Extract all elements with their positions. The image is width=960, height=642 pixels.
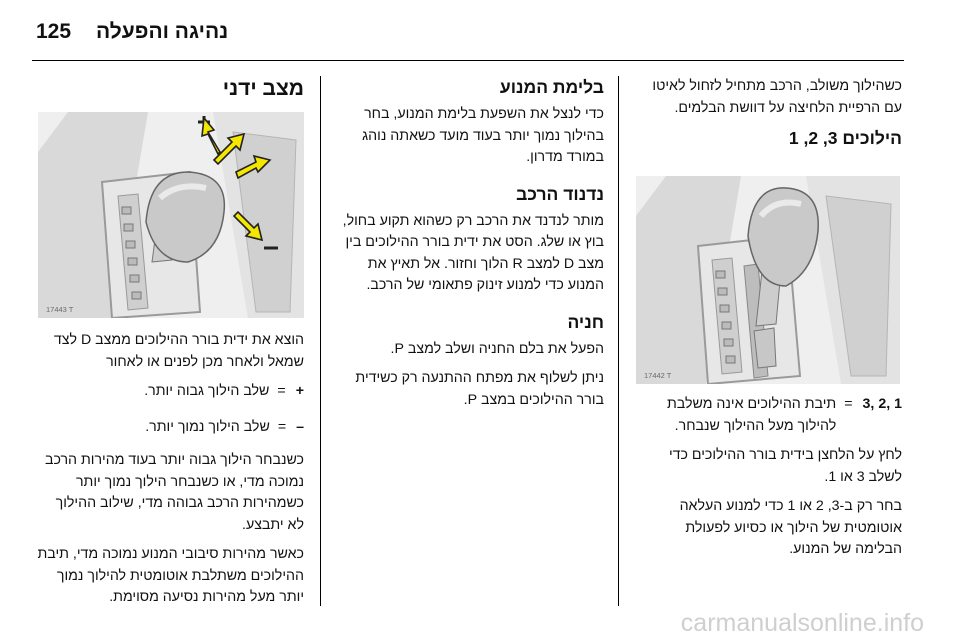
heading-engine-brake: בלימת המנוע: [499, 77, 604, 97]
column-divider: [618, 76, 619, 606]
auto-downshift-paragraph: כאשר מהירות סיבובי המנוע נמוכה מדי, תיבת ההילוכים משתלבת אוטומטית להילוך נמוך יותר מעל מהירות נסיעה מסוימת.: [37, 546, 304, 605]
middle-column: [336, 76, 604, 419]
equals-sign: =: [844, 396, 853, 412]
button-paragraph: לחץ על הלחצן בידית בורר ההילוכים כדי לשלב 3 או 1.: [668, 447, 902, 485]
left-column: [36, 76, 304, 112]
parking-key-paragraph: ניתן לשלוף את מפתח ההתנעה רק כשידית בורר ההילוכים במצב P.: [355, 370, 604, 408]
chapter-title: נהיגה והפעלה: [96, 20, 229, 43]
minus-key: –: [296, 418, 304, 435]
figure-id: 17442 T: [644, 371, 672, 380]
gear-definition-text: תיבת ההילוכים אינה משלבת להילוך מעל ההילוך שנבחר.: [666, 396, 837, 434]
page-number: 125: [36, 20, 72, 43]
minus-definition-text: שלב הילוך נמוך יותר.: [145, 418, 270, 435]
manual-shift-illustration: [38, 112, 304, 318]
minus-definition-row: [36, 417, 304, 439]
right-column: [636, 76, 902, 155]
select-paragraph: בחר רק ב-3, 2 או 1 כדי למנוע העלאה אוטומטית של הילוך או כסיוע לפעולת הבלימה של המנוע.: [679, 498, 902, 557]
gear-selector-figure: [636, 176, 900, 384]
heading-rocking: נדנוד הרכב: [516, 183, 604, 204]
heading-manual-mode: מצב ידני: [222, 77, 304, 100]
page-header: [0, 0, 960, 62]
section-heading-gears: הילוכים 3, 2, 1: [788, 128, 902, 148]
gear-definition-row: [636, 394, 902, 437]
plus-key: +: [295, 383, 304, 399]
restriction-paragraph: כשנבחר הילוך גבוה יותר בעוד מהירות הרכב נמוכה מדי, או כשנבחר הילוך נמוך יותר כשמהירות הרכב גבוהה מדי, שילוב ההילוך לא יתבצע.: [44, 452, 304, 533]
heading-parking: חניה: [567, 311, 604, 332]
right-column-lower: [636, 394, 902, 569]
gear-selector-illustration: [636, 176, 900, 384]
manual-intro-paragraph: הוצא את ידית בורר ההילוכים ממצב D לצד שמאל ולאחר מכן לפנים או לאחור: [53, 332, 304, 370]
rocking-paragraph: מותר לנדנד את הרכב רק כשהוא תקוע בחול, בוץ או שלג. הסט את ידית בורר ההילוכים בין מצב D למצב R הלוך וחזור. אל תאיץ את המנוע כדי למנוע זינוק פתאומי של הרכב.: [342, 212, 604, 293]
manual-mode-figure: [38, 112, 304, 318]
engine-brake-paragraph: כדי לנצל את השפעת בלימת המנוע, בחר בהילוך נמוך יותר בעוד מועד כשאתה נוהג במורד מדרון.: [362, 106, 604, 165]
plus-definition-row: [36, 381, 304, 403]
parking-paragraph: הפעל את בלם החניה ושלב למצב P.: [390, 340, 604, 357]
header-rule: [32, 60, 904, 61]
column-divider: [320, 76, 321, 606]
equals-sign: =: [277, 383, 286, 399]
gear-keys: 3, 2, 1: [862, 396, 902, 412]
watermark: carmanualsonline.info: [680, 609, 924, 637]
figure-id: 17443 T: [46, 305, 74, 314]
equals-sign: =: [277, 418, 287, 435]
plus-definition-text: שלב הילוך גבוה יותר.: [144, 383, 270, 399]
left-column-lower: [36, 330, 304, 617]
intro-paragraph: כשהילוך משולב, הרכב מתחיל לזחול לאיטו עם הרפיית הלחיצה על דוושת הבלמים.: [652, 78, 902, 116]
